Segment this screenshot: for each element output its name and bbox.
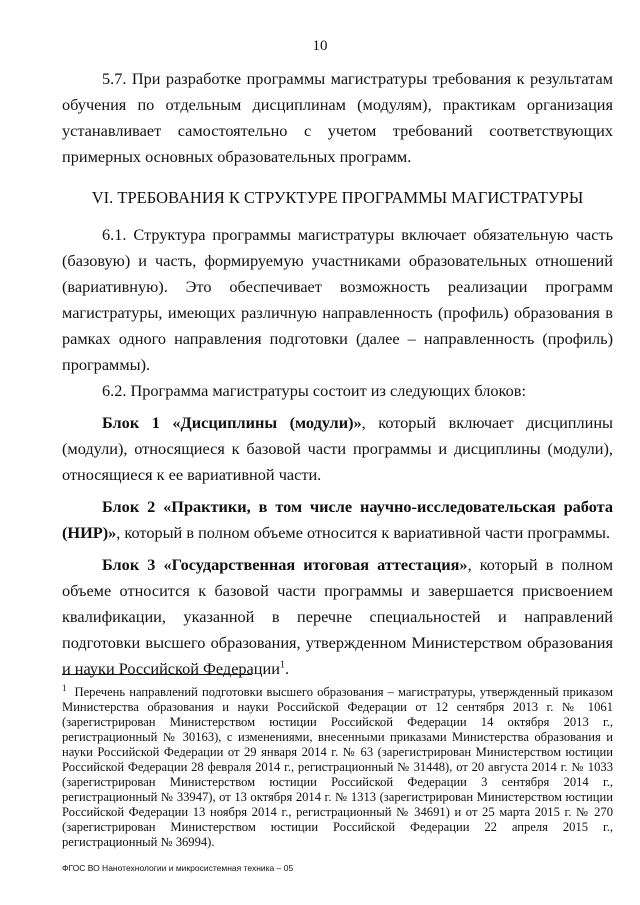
paragraph-5-7: 5.7. При разработке программы магистратуры требования к результатам обучения по отдельным дисциплинам (модулям), практикам организация устанавливает самостоятельно с учетом требований соответствующих примерных основных образовательных программ. — [62, 69, 613, 166]
paragraph-block-3 — [62, 552, 613, 682]
block-2-title: Блок 2 «Практики, в том числе научно-исследовательская работа (НИР)» — [62, 497, 613, 542]
block-2-text: , который в полном объеме относится к вариативной части программы. — [116, 523, 611, 542]
block-1-text: , который включает дисциплины (модули), относящиеся к базовой части программы и дисциплины (модули), относящиеся к ее вариативной части. — [62, 413, 613, 484]
paragraph-6-1: 6.1. Структура программы магистратуры включает обязательную часть (базовую) и часть, формируемую участниками образовательных отношений (вариативную). Это обеспечивает возможность реализации программ магистратуры, имеющих различную направленность (профиль) образования в рамках одного направления подготовки (далее – направленность (профиль) программы). — [62, 225, 613, 374]
footnote-divider — [62, 674, 252, 675]
block-1-title: Блок 1 «Дисциплины (модули)» — [102, 413, 362, 432]
paragraph-6-2: 6.2. Программа магистратуры состоит из следующих блоков: — [102, 381, 526, 400]
footnote-mark: 1 — [62, 683, 67, 693]
page-footer: ФГОС ВО Нанотехнологии и микросистемная техника – 05 — [62, 863, 294, 873]
footnote — [62, 681, 613, 850]
paragraph-block-1 — [62, 410, 613, 488]
page-number: 10 — [312, 38, 328, 54]
section-heading: VI. ТРЕБОВАНИЯ К СТРУКТУРЕ ПРОГРАММЫ МАГИСТРАТУРЫ — [91, 188, 584, 207]
section-5-7-block — [62, 66, 613, 170]
block-3-title: Блок 3 «Государственная итоговая аттестация» — [102, 555, 468, 574]
footnote-reference[interactable]: 1 — [279, 659, 285, 671]
block-3-end: . — [284, 659, 290, 678]
section-6-block — [62, 222, 613, 682]
footnote-text: Перечень направлений подготовки высшего образования – магистратуры, утвержденный приказом Министерства образования и науки Российской Федерации от 12 сентября 2013 г. № 1061 (зарегистрирован Министерством юстиции Российской Федерации 14 октября 2013 г., регистрационный № 30163), с изменениями, внесенными приказами Министерства образования и науки Российской Федерации от 29 января 2014 г. № 63 (зарегистрирован Министерством юстиции Российской Федерации 28 февраля 2014 г., регистрационный № 31448), от 20 августа 2014 г. № 1033 (зарегистрирован Министерством юстиции Российской Федерации 3 сентября 2014 г., регистрационный № 33947), от 13 октября 2014 г. № 1313 (зарегистрирован Министерством юстиции Российской Федерации 13 ноября 2014 г., регистрационный № 34691) и от 25 марта 2015 г. № 270 (зарегистрирован Министерством юстиции Российской Федерации 22 апреля 2015 г., регистрационный № 36994). — [62, 685, 613, 849]
block-3-text: , который в полном объеме относится к базовой части программы и завершается присвоением квалификации, указанной в перечне специальностей и направлений подготовки высшего образования, утвержденном Министерством образования и науки Российской Федерации — [62, 555, 614, 678]
paragraph-block-2 — [62, 494, 613, 546]
